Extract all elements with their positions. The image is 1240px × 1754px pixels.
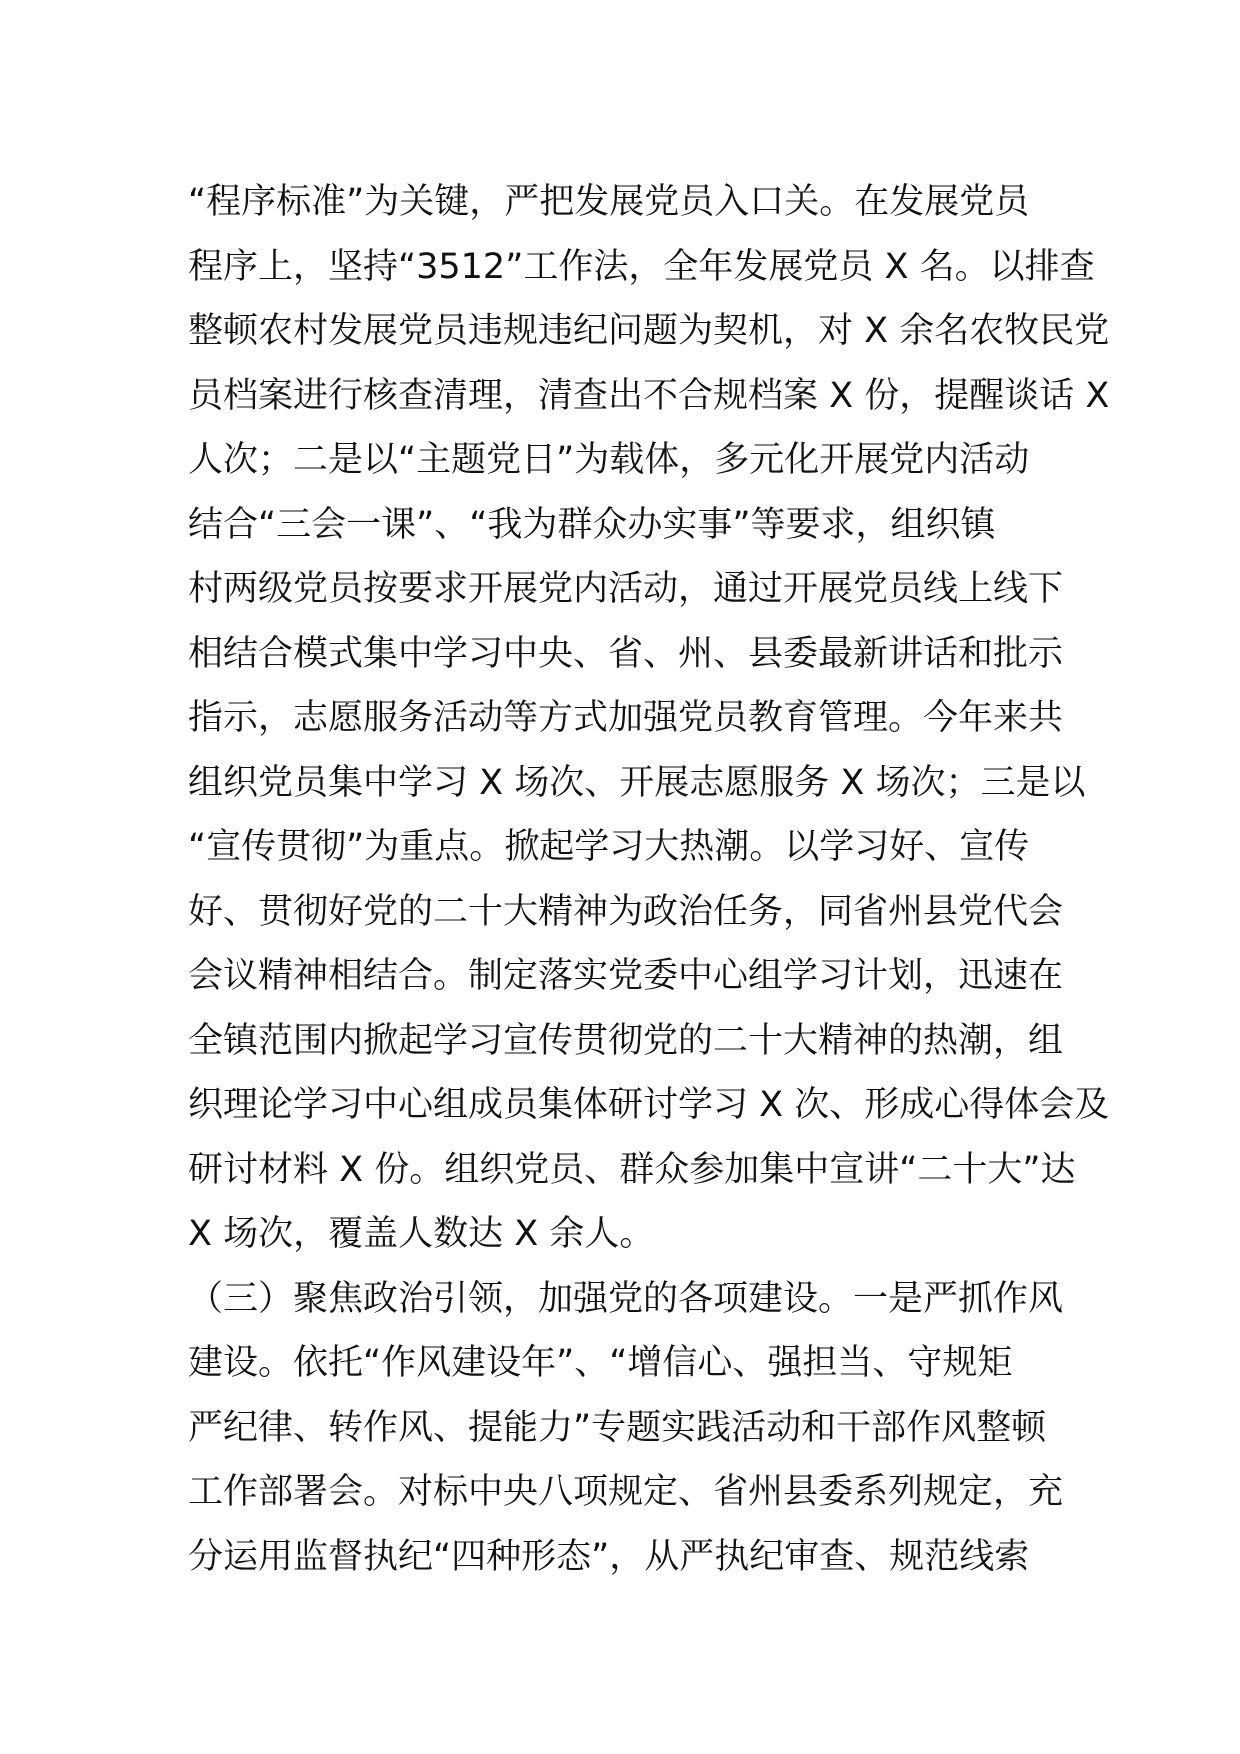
text-line: 员档案进行核查清理，清查出不合规档案 X 份，提醒谈话 X bbox=[188, 375, 1110, 416]
text-line: 程序上，坚持“3512”工作法，全年发展党员 X 名。以排查 bbox=[188, 246, 1095, 287]
text-line: 村两级党员按要求开展党内活动，通过开展党员线上线下 bbox=[188, 569, 1064, 609]
text-line: 会议精神相结合。制定落实党委中心组学习计划，迅速在 bbox=[188, 956, 1064, 996]
text-line: “程序标准”为关键，严把发展党员入口关。在发展党员 bbox=[188, 182, 1030, 222]
body-text bbox=[188, 170, 1110, 1589]
text-line: 人次；二是以“主题党日”为载体，多元化开展党内活动 bbox=[188, 440, 1030, 480]
text-line: 指示，志愿服务活动等方式加强党员教育管理。今年来共 bbox=[188, 698, 1064, 738]
text-line: 研讨材料 X 份。组织党员、群众参加集中宣讲“二十大”达 bbox=[188, 1149, 1076, 1190]
text-line: 严纪律、转作风、提能力”专题实践活动和干部作风整顿 bbox=[188, 1407, 1047, 1448]
text-line: 全镇范围内掀起学习宣传贯彻党的二十大精神的热潮，组 bbox=[188, 1020, 1064, 1061]
text-line: 织理论学习中心组成员集体研讨学习 X 次、形成心得体会及 bbox=[188, 1085, 1110, 1125]
text-line: 工作部署会。对标中央八项规定、省州县委系列规定，充 bbox=[188, 1472, 1064, 1512]
text-line: 结合“三会一课”、“我为群众办实事”等要求，组织镇 bbox=[188, 504, 996, 545]
text-line: 好、贯彻好党的二十大精神为政治任务，同省州县党代会 bbox=[188, 891, 1064, 932]
text-line: 建设。依托“作风建设年”、“增信心、强担当、守规矩 bbox=[188, 1343, 1013, 1383]
section-heading-line: （三）聚焦政治引领，加强党的各项建设。一是严抓作风 bbox=[188, 1278, 1064, 1319]
text-line: 组织党员集中学习 X 场次、开展志愿服务 X 场次；三是以 bbox=[188, 762, 1086, 803]
text-line: X 场次，覆盖人数达 X 余人。 bbox=[188, 1214, 655, 1254]
text-line: 整顿农村发展党员违规违纪问题为契机，对 X 余名农牧民党 bbox=[188, 311, 1110, 351]
text-line: “宣传贯彻”为重点。掀起学习大热潮。以学习好、宣传 bbox=[188, 827, 1030, 867]
text-line: 相结合模式集中学习中央、省、州、县委最新讲话和批示 bbox=[188, 633, 1064, 674]
text-line: 分运用监督执纪“四种形态”，从严执纪审查、规范线索 bbox=[188, 1536, 1030, 1577]
